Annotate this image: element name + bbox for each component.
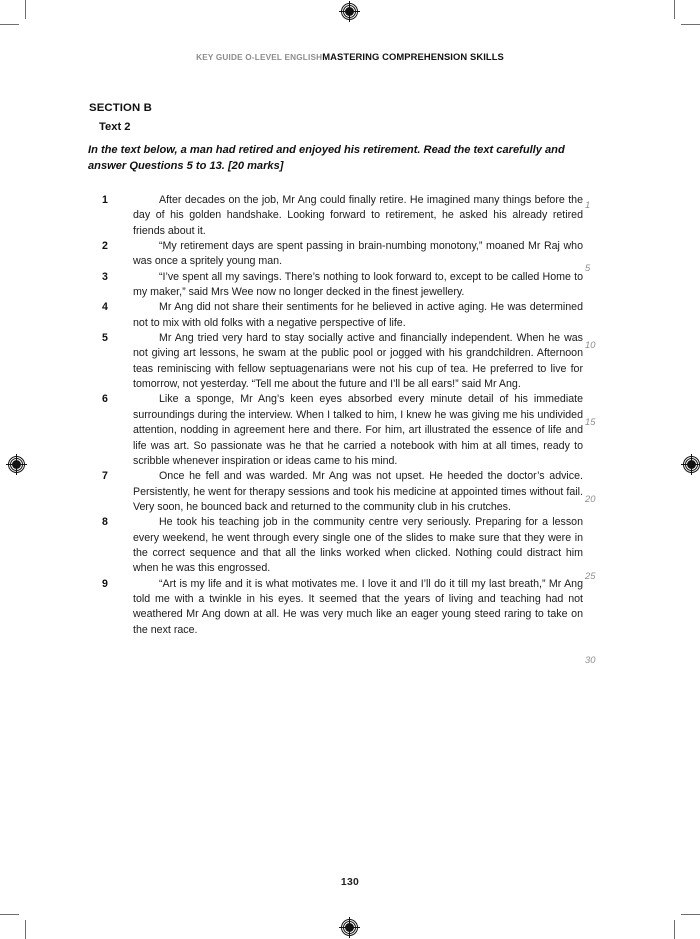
- page-number: 130: [340, 877, 360, 888]
- passage-paragraph: [102, 193, 583, 239]
- running-header: [0, 51, 700, 62]
- line-number: 1: [585, 199, 591, 210]
- crop-mark-bottom-left-horizontal: [0, 914, 19, 915]
- line-number: 5: [585, 262, 591, 273]
- crop-mark-top-left-horizontal: [0, 24, 19, 25]
- paragraph-number: 8: [102, 516, 108, 529]
- line-number: 10: [585, 339, 596, 350]
- paragraph-text: He took his teaching job in the community centre very seriously. Preparing for a lesson every weekend, he went through every single one of the slides to make sure that they were in the correct sequence and that all the links worked when clicked. Nothing could distract him when he was this engrossed.: [133, 516, 583, 575]
- text-label-heading: Text 2: [99, 121, 131, 133]
- paragraph-text: After decades on the job, Mr Ang could finally retire. He imagined many things before the day of his golden handshake. Looking forward to retirement, he asked his already retired friends about it.: [133, 194, 583, 237]
- passage-paragraph: [102, 515, 583, 576]
- paragraph-text: Like a sponge, Mr Ang’s keen eyes absorbed every minute detail of his immediate surroundings during the interview. When I talked to him, I knew he was giving me his undivided attention, nodding in agreement here and there. For him, art illustrated the essence of life and life was art. So passionate was he that he carried a notebook with him at all times, ready to scribble whenever inspiration or ideas came to his mind.: [133, 393, 583, 467]
- running-header-title: MASTERING COMPREHENSION SKILLS: [322, 51, 504, 62]
- crop-mark-bottom-left-vertical: [25, 920, 26, 939]
- paragraph-number: 1: [102, 194, 108, 206]
- crop-mark-bottom-right-horizontal: [681, 914, 700, 915]
- passage-paragraph: [102, 577, 583, 638]
- registration-mark-bottom: [341, 919, 358, 936]
- passage-paragraph: [102, 392, 583, 469]
- paragraph-number: 3: [102, 270, 108, 283]
- paragraph-text: “Art is my life and it is what motivates me. I love it and I’ll do it till my last breath,” Mr Ang told me with a twinkle in his eyes. It seemed that the years of living and teaching had not weathered Mr Ang down at all. He was very much like an eager young steed raring to take on the next race.: [133, 577, 583, 636]
- registration-dot: [687, 460, 696, 469]
- paragraph-number: 2: [102, 240, 108, 253]
- line-number: 30: [585, 654, 596, 665]
- paragraph-number: 6: [102, 393, 108, 406]
- paragraph-number: 5: [102, 332, 108, 345]
- running-header-series: KEY GUIDE O-LEVEL ENGLISH: [196, 53, 323, 62]
- passage-body: [102, 193, 583, 638]
- registration-dot: [345, 7, 354, 16]
- paragraph-number: 4: [102, 301, 108, 314]
- line-number: 25: [585, 570, 596, 581]
- paragraph-number: 7: [102, 470, 108, 483]
- crop-mark-top-right-vertical: [674, 0, 675, 19]
- registration-mark-right: [683, 456, 700, 473]
- instructions-text: In the text below, a man had retired and enjoyed his retirement. Read the text carefully and answer Questions 5 to 13. [20 marks]: [88, 144, 565, 172]
- passage-paragraph: [102, 469, 583, 515]
- registration-dot: [345, 923, 354, 932]
- passage-paragraph: [102, 239, 583, 270]
- crop-mark-top-left-vertical: [25, 0, 26, 19]
- paragraph-text: “My retirement days are spent passing in brain-numbing monotony,” moaned Mr Raj who was once a spritely young man.: [133, 240, 583, 268]
- crop-mark-top-right-horizontal: [681, 24, 700, 25]
- passage-paragraph: [102, 270, 583, 301]
- passage-paragraph: [102, 300, 583, 331]
- paragraph-text: Mr Ang tried very hard to stay socially active and financially independent. When he was not giving art lessons, he swam at the public pool or jogged with his grandchildren. Afternoon teas reminiscing with fellow septuagenarians were not his cup of tea. He preferred to live for tomorrow, not yesterday. “Tell me about the future and I’ll be all ears!” said Mr Ang.: [133, 332, 583, 391]
- paragraph-text: Once he fell and was warded. Mr Ang was not upset. He heeded the doctor’s advice. Persistently, he went for therapy sessions and took his medicine at appointed times without fail. Very soon, he bounced back and returned to the community club in his crutches.: [133, 470, 583, 513]
- registration-dot: [12, 460, 21, 469]
- section-heading: SECTION B: [89, 102, 152, 114]
- paragraph-text: “I’ve spent all my savings. There’s nothing to look forward to, except to be called Home to my maker,” said Mrs Wee now no longer decked in the finest jewellery.: [133, 270, 583, 299]
- crop-mark-bottom-right-vertical: [674, 920, 675, 939]
- line-number: 20: [585, 493, 596, 504]
- registration-mark-left: [8, 456, 25, 473]
- paragraph-text: Mr Ang did not share their sentiments for he believed in active aging. He was determined not to mix with old folks with a negative perspective of life.: [133, 301, 583, 329]
- passage-paragraph: [102, 331, 583, 392]
- paragraph-number: 9: [102, 577, 108, 590]
- registration-mark-top: [341, 3, 358, 20]
- line-number: 15: [585, 416, 596, 427]
